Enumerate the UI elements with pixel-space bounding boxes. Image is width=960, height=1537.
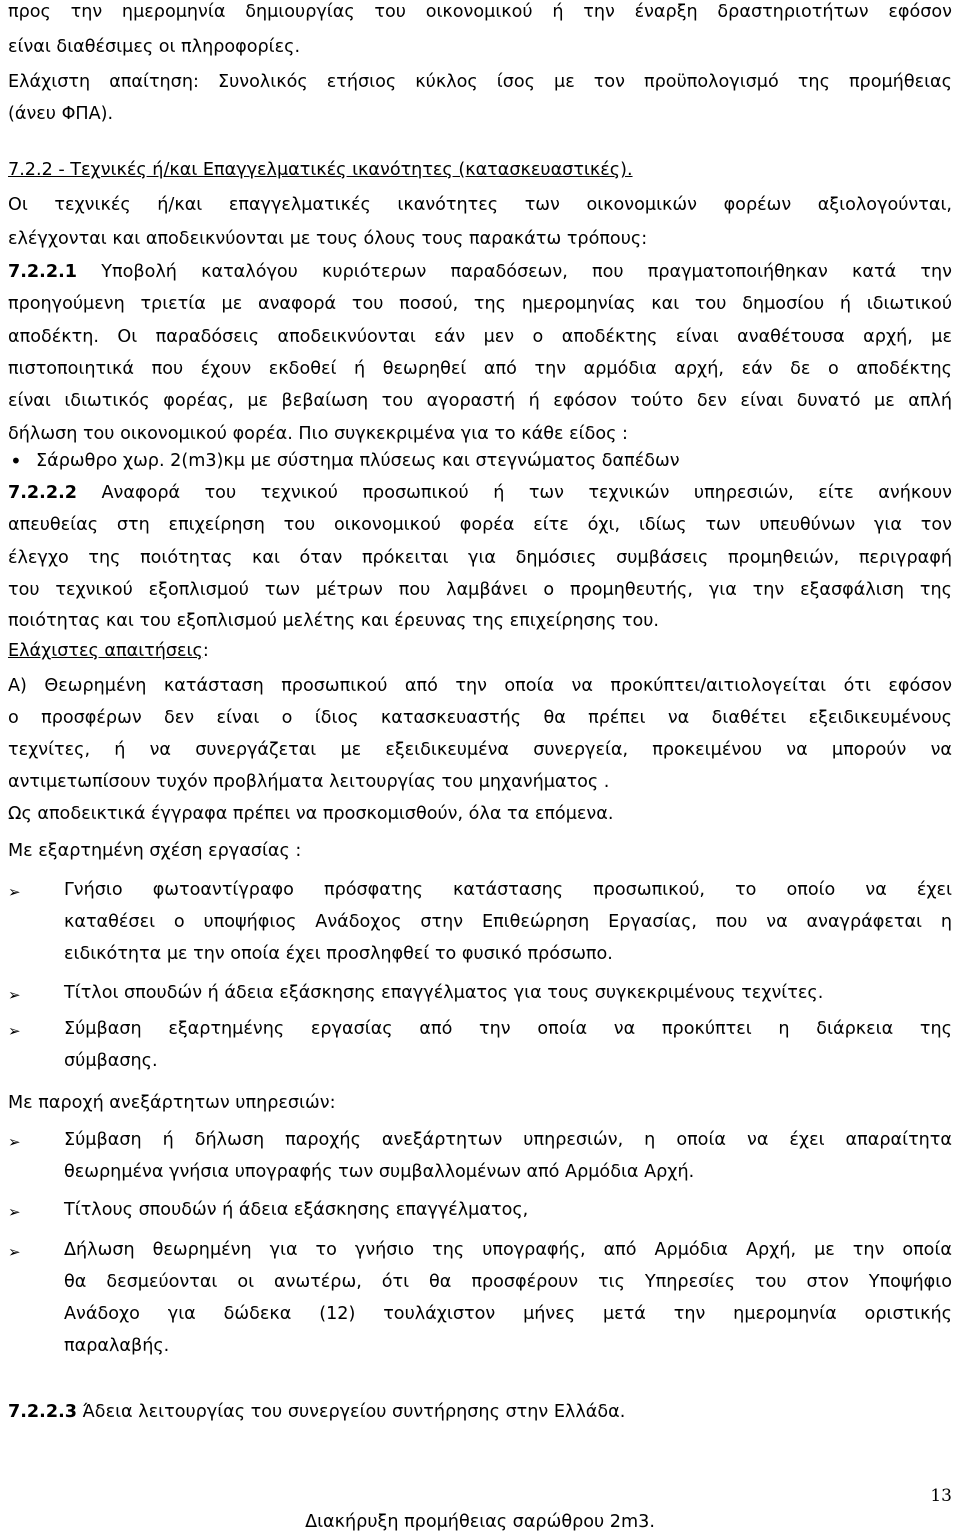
text-line: πιστοποιητικά που έχουν εκδοθεί ή θεωρηθεί από την αρμόδια αρχή, εάν δε ο αποδέκτης [8, 359, 952, 379]
text-line: ποιότητας και του εξοπλισμού μελέτης και έρευνας της επιχείρησης του. [8, 611, 660, 631]
text-line: προς την ημερομηνία δημιουργίας του οικονομικού ή την έναρξη δραστηριοτήτων εφόσον [8, 2, 952, 22]
list-item: θεωρημένα γνήσια υπογραφής των συμβαλλομένων από Αρμόδια Αρχή. [64, 1162, 695, 1182]
text-line: τεχνίτες, ή να συνεργάζεται με εξειδικευμένα συνεργεία, προκειμένου να μπορούν να [8, 740, 952, 760]
section-number: 7.2.2.3 [8, 1402, 78, 1422]
page-number: 13 [930, 1486, 952, 1506]
list-item: Σάρωθρο χωρ. 2(m3)κμ με σύστημα πλύσεως και στεγνώματος δαπέδων [36, 451, 680, 471]
list-item: θα δεσμεύονται οι ανωτέρω, ότι θα προσφέρουν τις Υπηρεσίες του στον Υποψήφιο [64, 1272, 952, 1292]
list-item: ειδικότητα με την οποία έχει προσληφθεί το φυσικό πρόσωπο. [64, 944, 613, 964]
text-line: 7.2.2.2 Αναφορά του τεχνικού προσωπικού ή των τεχνικών υπηρεσιών, είτε ανήκουν [8, 483, 953, 503]
bullet-dot-icon: • [10, 449, 22, 473]
arrow-bullet-icon: ➢ [8, 1243, 21, 1261]
arrow-bullet-icon: ➢ [8, 1133, 21, 1151]
text-line: 7.2.2.3 Άδεια λειτουργίας του συνεργείου συντήρησης στην Ελλάδα. [8, 1402, 626, 1422]
arrow-bullet-icon: ➢ [8, 883, 21, 901]
text-line: Ως αποδεικτικά έγγραφα πρέπει να προσκομισθούν, όλα τα επόμενα. [8, 804, 614, 824]
section-heading-7-2-2: 7.2.2 - Τεχνικές ή/και Επαγγελματικές ικανότητες (κατασκευαστικές). [8, 160, 633, 180]
arrow-bullet-icon: ➢ [8, 1203, 21, 1221]
list-item: Σύμβαση εξαρτημένης εργασίας από την οποία να προκύπτει η διάρκεια της [64, 1019, 952, 1039]
text-line: δήλωση του οικονομικού φορέα. Πιο συγκεκριμένα για το κάθε είδος : [8, 424, 628, 444]
text-line: ο προσφέρων δεν είναι ο ίδιος κατασκευαστής θα πρέπει να διαθέτει εξειδικευμένους [8, 708, 952, 728]
text-line: του τεχνικού εξοπλισμού των μέτρων που λαμβάνει ο προμηθευτής, για την εξασφάλιση της [8, 580, 952, 600]
list-item: Ανάδοχο για δώδεκα (12) τουλάχιστον μήνες μετά την ημερομηνία οριστικής [64, 1304, 952, 1324]
text-line: είναι διαθέσιμες οι πληροφορίες. [8, 37, 301, 57]
list-item: Τίτλους σπουδών ή άδεια εξάσκησης επαγγέλματος, [64, 1200, 529, 1220]
text-line: Με εξαρτημένη σχέση εργασίας : [8, 841, 302, 861]
list-item: Δήλωση θεωρημένη για το γνήσιο της υπογραφής, από Αρμόδια Αρχή, με την οποία [64, 1240, 952, 1260]
section-number: 7.2.2.1 [8, 262, 78, 282]
list-item: σύμβασης. [64, 1051, 158, 1071]
text-line: απευθείας στη επιχείρηση του οικονομικού φορέα είτε όχι, ιδίως των υπευθύνων για τον [8, 515, 952, 535]
text-line: 7.2.2.1 Υποβολή καταλόγου κυριότερων παραδόσεων, που πραγματοποιήθηκαν κατά την [8, 262, 952, 282]
min-requirements-heading: Ελάχιστες απαιτήσεις: [8, 641, 209, 661]
text-line: αποδέκτη. Οι παραδόσεις αποδεικνύονται εάν μεν ο αποδέκτης είναι αναθέτουσα αρχή, με [8, 327, 952, 347]
list-item: Τίτλοι σπουδών ή άδεια εξάσκησης επαγγέλματος για τους συγκεκριμένους τεχνίτες. [64, 983, 824, 1003]
page-footer: Διακήρυξη προμήθειας σαρώθρου 2m3. [305, 1512, 655, 1532]
list-item: καταθέσει ο υποψήφιος Ανάδοχος στην Επιθεώρηση Εργασίας, που να αναγράφεται η [64, 912, 952, 932]
text-line: (άνευ ΦΠΑ). [8, 104, 114, 124]
text-line: ελέγχονται και αποδεικνύονται με τους όλους τους παρακάτω τρόπους: [8, 229, 648, 249]
text-line: Οι τεχνικές ή/και επαγγελματικές ικανότητες των οικονομικών φορέων αξιολογούνται, [8, 195, 952, 215]
text-line: Α) Θεωρημένη κατάσταση προσωπικού από την οποία να προκύπτει/αιτιολογείται ότι εφόσον [8, 676, 952, 696]
list-item: Γνήσιο φωτοαντίγραφο πρόσφατης κατάστασης προσωπικού, το οποίο να έχει [64, 880, 952, 900]
list-item: Σύμβαση ή δήλωση παροχής ανεξάρτητων υπηρεσιών, η οποία να έχει απαραίτητα [64, 1130, 952, 1150]
arrow-bullet-icon: ➢ [8, 1022, 21, 1040]
list-item: παραλαβής. [64, 1336, 170, 1356]
text-line: προηγούμενη τριετία με αναφορά του ποσού, της ημερομηνίας και του δημοσίου ή ιδιωτικού [8, 294, 952, 314]
text-line: έλεγχο της ποιότητας και όταν πρόκειται για δημόσιες συμβάσεις προμηθειών, περιγραφή [8, 548, 952, 568]
text-line: αντιμετωπίσουν τυχόν προβλήματα λειτουργίας του μηχανήματος . [8, 772, 610, 792]
text-line: Με παροχή ανεξάρτητων υπηρεσιών: [8, 1093, 336, 1113]
text-line: είναι ιδιωτικός φορέας, με βεβαίωση του αγοραστή ή εφόσον τούτο δεν είναι δυνατό με απλή [8, 391, 952, 411]
section-number: 7.2.2.2 [8, 483, 78, 503]
arrow-bullet-icon: ➢ [8, 986, 21, 1004]
text-line: Ελάχιστη απαίτηση: Συνολικός ετήσιος κύκλος ίσος με τον προϋπολογισμό της προμήθειας [8, 72, 952, 92]
